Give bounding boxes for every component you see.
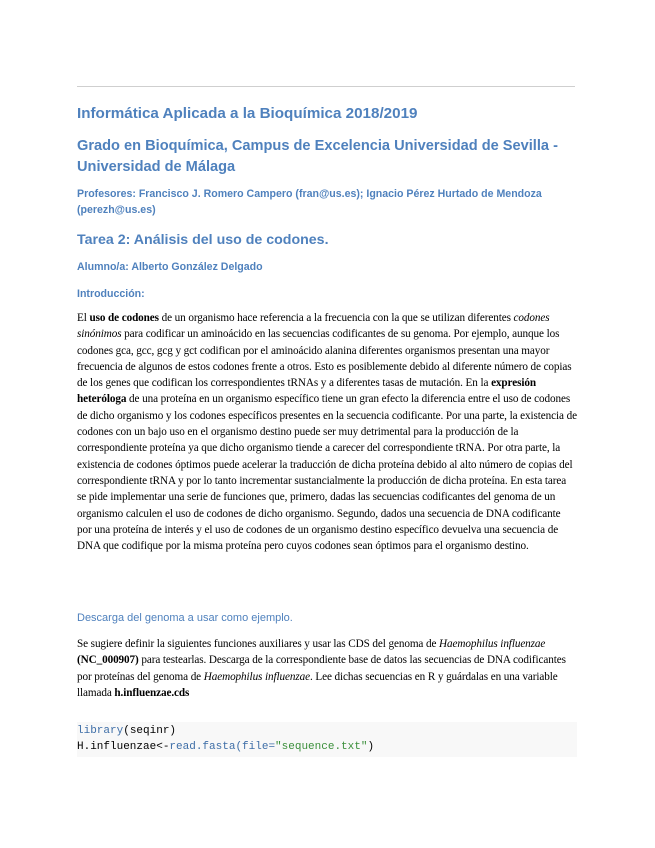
download-heading: Descarga del genoma a usar como ejemplo. — [77, 612, 293, 624]
degree-title: Grado en Bioquímica, Campus de Excelencia Universidad de Sevilla - Universidad de Málaga — [77, 138, 558, 175]
code-line-2 — [77, 739, 577, 755]
organism-name: Haemophilus influenzae — [439, 638, 546, 650]
intro-heading: Introducción: — [77, 288, 145, 300]
download-text: para testearlas. Descarga de la correspondiente base de datos las secuencias de DNA codificantes por proteínas del genoma de — [77, 654, 566, 683]
assignment-title: Tarea 2: Análisis del uso de codones. — [77, 232, 329, 248]
code-block — [77, 722, 577, 757]
download-text: . Lee dichas secuencias en R y guárdalas en una variable llamada — [77, 670, 558, 699]
student-name: Alumno/a: Alberto González Delgado — [77, 261, 263, 273]
intro-text: de una proteína en un organismo específico tiene un gran efecto la diferencia entre el uso de codones de dicho organismo y los codones específicos presentes en la secuencia codificante. Por una parte, la existencia de codones con un bajo uso en el organismo destino puede ser muy detrimental para la producción de la correspondiente proteína ya que dicho organismo tiende a carecer del correspondiente tRNA. Por otra parte, la existencia de codones óptimos puede acelerar la traducción de dicha proteína debido al alto número de copias del correspondiente tRNA y por lo tanto incrementar sustancialmente la producción de dicha proteína. En esta tarea se pide implementar una serie de funciones que, primero, dadas las secuencias codificantes del genoma de un organismo calculen el uso de codones de dicho organismo. Segundo, dados una secuencia de DNA codificante por una proteína de interés y el uso de codones de un organismo destino específico devuelva una secuencia de DNA que codifique por la misma proteína pero cuyos codones sean óptimos para el organismo destino. — [77, 393, 577, 553]
code-line-1 — [77, 723, 577, 739]
code-text: ) — [367, 741, 375, 753]
intro-text: de un organismo hace referencia a la frecuencia con la que se utilizan diferentes — [158, 312, 514, 324]
intro-paragraph — [77, 310, 577, 554]
download-text: Se sugiere definir la siguientes funciones auxiliares y usar las CDS del genoma de — [77, 638, 440, 650]
code-string: "sequence.txt" — [275, 741, 368, 753]
code-function: read.fasta — [169, 741, 236, 753]
variable-name: h.influenzae.cds — [114, 686, 190, 699]
code-text: H.influenzae<- — [77, 741, 170, 753]
code-argument: (file= — [235, 741, 276, 753]
term-codon-usage: uso de codones — [89, 312, 159, 324]
code-text: (seqinr) — [123, 725, 177, 737]
course-title: Informática Aplicada a la Bioquímica 2018/2019 — [77, 105, 418, 122]
top-divider — [77, 86, 575, 87]
term-heterologous-expression: expresión heteróloga — [77, 377, 536, 406]
intro-text: para codificar un aminoácido en las secuencias codificantes de su genoma. Por ejemplo, aunque los codones gca, gcc, gcg y gct codifican por el aminoácido alanina diferentes organismos presentan una mayor frecuencia de algunos de estos codones frente a otros. Esto es posiblemente debido al diferente número de copias de los genes que codifican los correspondientes tRNAs y a diferentes tasas de mutación. En la — [77, 328, 572, 390]
code-function: library — [77, 725, 124, 737]
term-synonymous-codons: codones sinónimos — [77, 312, 550, 341]
download-paragraph — [77, 636, 577, 701]
intro-text: El — [77, 312, 90, 324]
professors-line: Profesores: Francisco J. Romero Campero (fran@us.es); Ignacio Pérez Hurtado de Mendoza (perezh@us.es) — [77, 188, 542, 216]
accession-number: (NC_000907) — [77, 654, 139, 667]
organism-name: Haemophilus influenzae — [203, 670, 310, 683]
